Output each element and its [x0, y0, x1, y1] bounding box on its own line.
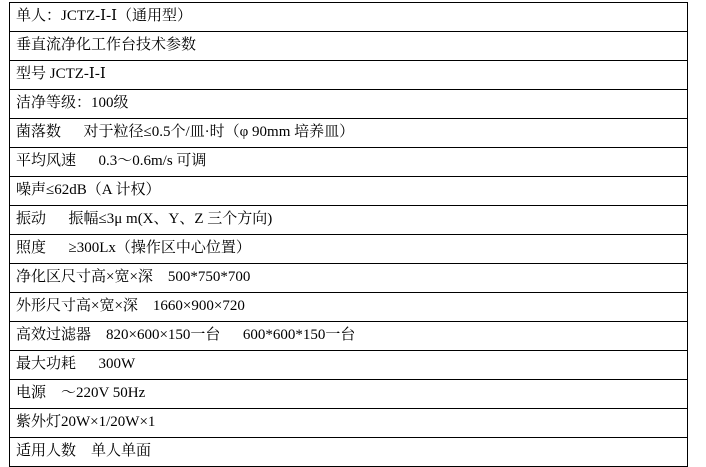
cell-text: 型号 JCTZ-Ⅰ-Ⅰ [16, 65, 106, 82]
table-row [10, 177, 688, 206]
table-row [10, 264, 688, 293]
table-row [10, 90, 688, 119]
cell-text: 适用人数 单人单面 [16, 442, 152, 459]
cell-text: 单人：JCTZ-Ⅰ-Ⅰ（通用型） [16, 7, 193, 24]
cell-text: 最大功耗 300W [16, 355, 136, 372]
table-cell [10, 351, 688, 380]
table-row [10, 61, 688, 90]
table-row [10, 119, 688, 148]
table-cell [10, 32, 688, 61]
table-row [10, 380, 688, 409]
table-row [10, 148, 688, 177]
cell-text: 平均风速 0.3～0.6m/s 可调 [16, 152, 207, 169]
table-cell [10, 293, 688, 322]
table-cell [10, 3, 688, 32]
table-cell [10, 409, 688, 438]
cell-text: 噪声≤62dB（A 计权） [16, 181, 161, 198]
cell-text: 净化区尺寸高×宽×深 500*750*700 [16, 268, 251, 285]
cell-text: 洁净等级：100级 [16, 94, 129, 111]
table-row [10, 32, 688, 61]
table-row [10, 351, 688, 380]
cell-text: 振动 振幅≤3μ m(X、Y、Z 三个方向) [16, 210, 273, 227]
table-cell [10, 206, 688, 235]
cell-text: 照度 ≥300Lx（操作区中心位置） [16, 239, 251, 256]
table-cell [10, 264, 688, 293]
table-row [10, 322, 688, 351]
table-row [10, 3, 688, 32]
table-row [10, 206, 688, 235]
table-cell [10, 177, 688, 206]
table-cell [10, 235, 688, 264]
table-cell [10, 438, 688, 467]
cell-text: 菌落数 对于粒径≤0.5个/皿·时（φ 90mm 培养皿） [16, 123, 355, 140]
cell-text: 外形尺寸高×宽×深 1660×900×720 [16, 297, 245, 314]
table-body [10, 3, 688, 467]
table-row [10, 438, 688, 467]
cell-text: 高效过滤器 820×600×150一台 600*600*150一台 [16, 326, 356, 343]
table-cell [10, 148, 688, 177]
cell-text: 紫外灯20W×1/20W×1 [16, 413, 156, 430]
table-row [10, 235, 688, 264]
table-cell [10, 322, 688, 351]
table-cell [10, 119, 688, 148]
table-cell [10, 61, 688, 90]
cell-text: 电源 ～220V 50Hz [16, 384, 146, 401]
table-row [10, 293, 688, 322]
specification-table [9, 2, 688, 467]
table-row [10, 409, 688, 438]
cell-text: 垂直流净化工作台技术参数 [16, 36, 197, 53]
table-cell [10, 90, 688, 119]
table-cell [10, 380, 688, 409]
